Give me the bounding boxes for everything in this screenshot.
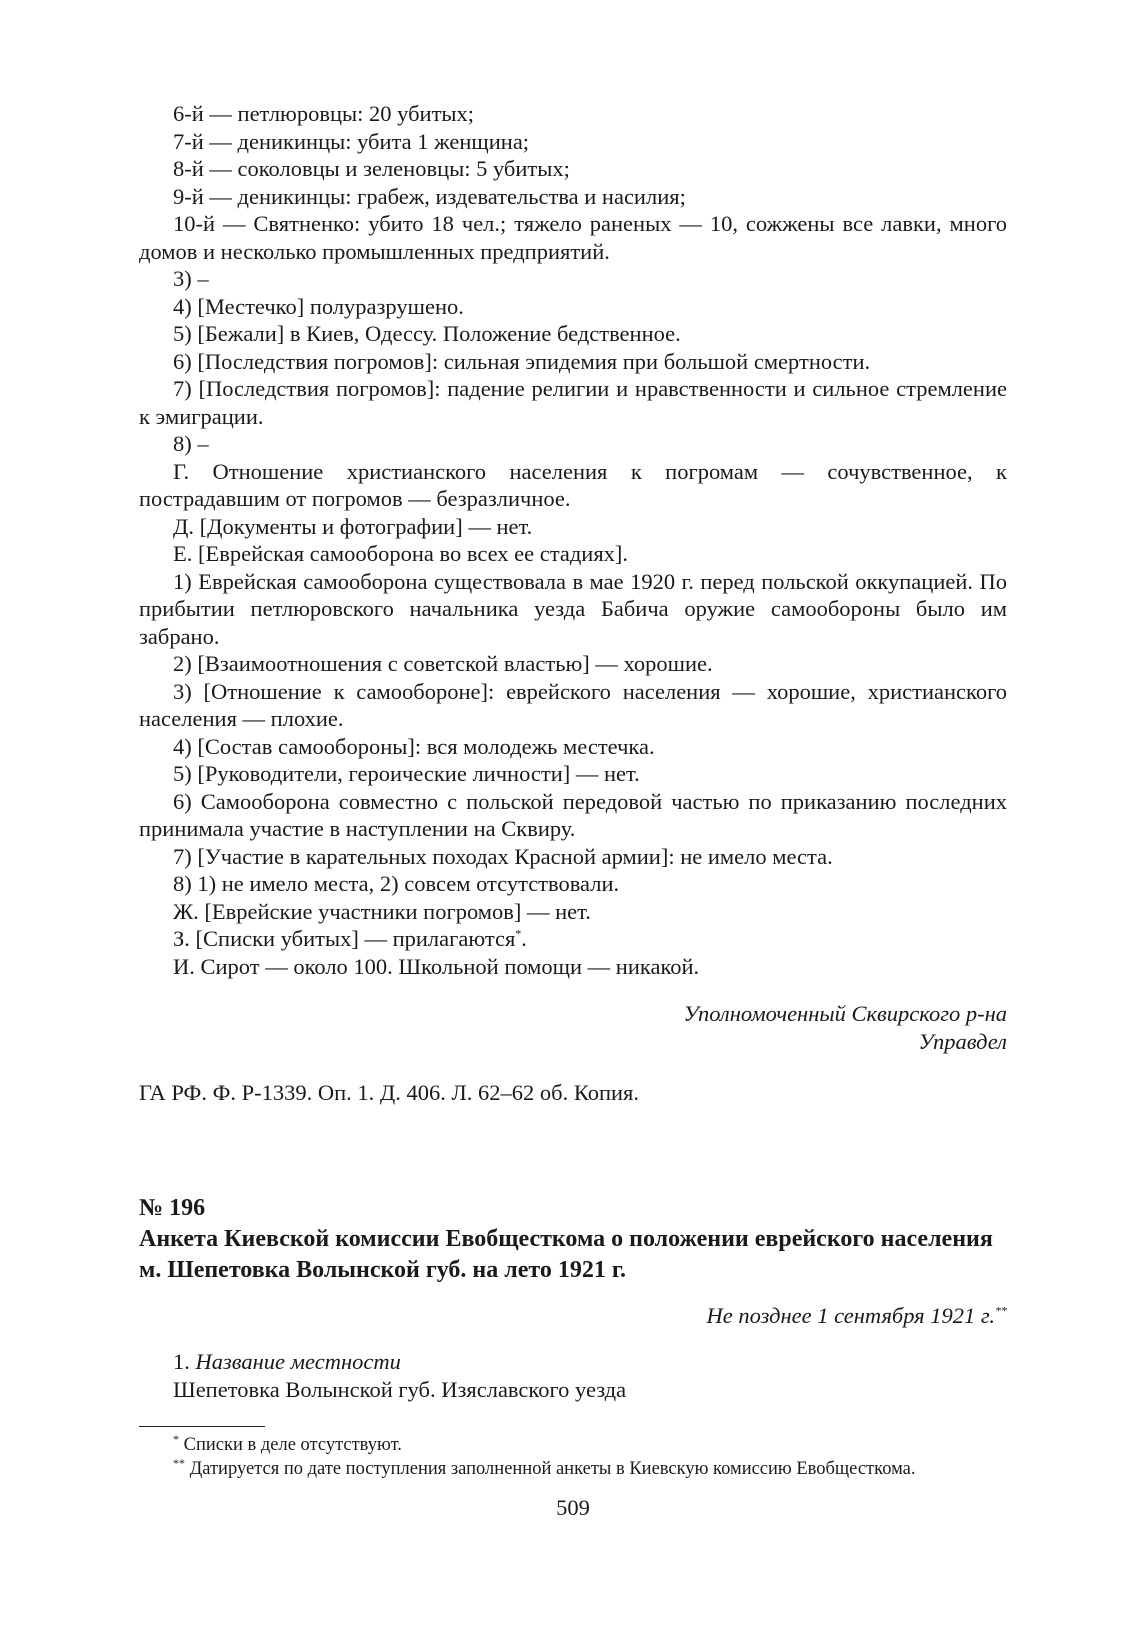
text-line: Г. Отношение христианского населения к погромам — сочувственное, к пострадавшим от погромов — безразличное.	[139, 458, 1007, 511]
footnote-text: Датируется по дате поступления заполненной анкеты в Киевскую комиссию Евобщесткома.	[189, 1459, 916, 1479]
lists-text: З. [Списки убитых] — прилагаются	[173, 926, 516, 951]
archive-source: ГА РФ. Ф. Р-1339. Оп. 1. Д. 406. Л. 62–62 об. Копия.	[139, 1080, 640, 1105]
text-line: 9-й — деникинцы: грабеж, издевательства и насилия;	[173, 183, 686, 209]
text-line: 8-й — соколовцы и зеленовцы: 5 убитых;	[173, 156, 570, 181]
page-content	[139, 100, 1007, 1521]
document-title: Анкета Киевской комиссии Евобщесткома о положении еврейского населения м. Шепетовка Волынской губ. на лето 1921 г.	[139, 1225, 993, 1283]
footnote-text: Списки в деле отсутствуют.	[183, 1435, 402, 1455]
text-line: Ж. [Еврейские участники погромов] — нет.	[173, 898, 591, 924]
orphans-line: И. Сирот — около 100. Школьной помощи — никакой.	[173, 953, 700, 979]
footnote-mark: *	[173, 1431, 179, 1446]
question-label: Название местности	[195, 1349, 401, 1374]
text-line: 1) Еврейская самооборона существовала в мае 1920 г. перед польской оккупацией. По прибытии петлюровского начальника уезда Бабича оружие самообороны было им забрано.	[139, 568, 1007, 649]
text-line: 7) [Участие в карательных походах Красной армии]: не имело места.	[173, 843, 833, 869]
text-line: 3) –	[173, 266, 209, 291]
text-line: 6) [Последствия погромов]: сильная эпидемия при большой смертности.	[173, 348, 871, 374]
text-line: 4) [Местечко] полуразрушено.	[173, 293, 464, 319]
text-line: 5) [Бежали] в Киев, Одессу. Положение бедственное.	[173, 321, 681, 346]
question-1	[139, 1348, 1007, 1403]
text-line: 7) [Последствия погромов]: падение религии и нравственности и сильное стремление к эмиграции.	[139, 376, 1007, 429]
text-line: 7-й — деникинцы: убита 1 женщина;	[173, 128, 530, 154]
text-line: 6-й — петлюровцы: 20 убитых;	[173, 101, 475, 126]
signature-line-2: Управдел	[918, 1028, 1007, 1054]
text-line: 10-й — Святненко: убито 18 чел.; тяжело раненых — 10, сожжены все лавки, много домов и несколько промышленных предприятий.	[139, 211, 1007, 264]
text-line: 4) [Состав самообороны]: вся молодежь местечка.	[173, 733, 655, 759]
document-body	[139, 100, 1007, 980]
footnote-1	[139, 1433, 1007, 1457]
text-line: 3) [Отношение к самообороне]: еврейского населения — хорошие, христианского населения — плохие.	[139, 678, 1007, 731]
question-1-answer: Шепетовка Волынской губ. Изяславского уезда	[173, 1376, 627, 1402]
text-line: 8) –	[173, 431, 209, 456]
text-line: 5) [Руководители, героические личности] — нет.	[173, 761, 640, 786]
footnote-divider	[139, 1426, 265, 1427]
lists-of-killed-line	[139, 925, 1007, 953]
text-line: 8) 1) не имело места, 2) совсем отсутствовали.	[173, 871, 620, 896]
signature-line-1: Уполномоченный Сквирского р-на	[683, 1001, 1007, 1026]
date-text: Не позднее 1 сентября 1921 г.	[706, 1302, 995, 1328]
text-line: Д. [Документы и фотографии] — нет.	[173, 513, 533, 539]
text-line: 2) [Взаимоотношения с советской властью] — хорошие.	[173, 651, 713, 676]
signature-block	[139, 1000, 1007, 1055]
footnote-mark: **	[173, 1455, 185, 1470]
text-line: 6) Самооборона совместно с польской передовой частью по приказанию последних принимала участие в наступлении на Сквиру.	[139, 788, 1007, 841]
footnotes	[139, 1433, 1007, 1481]
footnote-2	[139, 1457, 1007, 1481]
lists-end: .	[521, 926, 527, 951]
page-number: 509	[556, 1495, 590, 1520]
document-date	[139, 1302, 1007, 1330]
question-1-title	[139, 1348, 1007, 1376]
text-line: Е. [Еврейская самооборона во всех ее стадиях].	[173, 541, 629, 566]
question-number: 1.	[173, 1349, 190, 1374]
footnote-ref-2[interactable]: **	[995, 1303, 1007, 1317]
footnote-ref-1[interactable]: *	[515, 926, 522, 941]
document-number: № 196	[139, 1194, 206, 1221]
